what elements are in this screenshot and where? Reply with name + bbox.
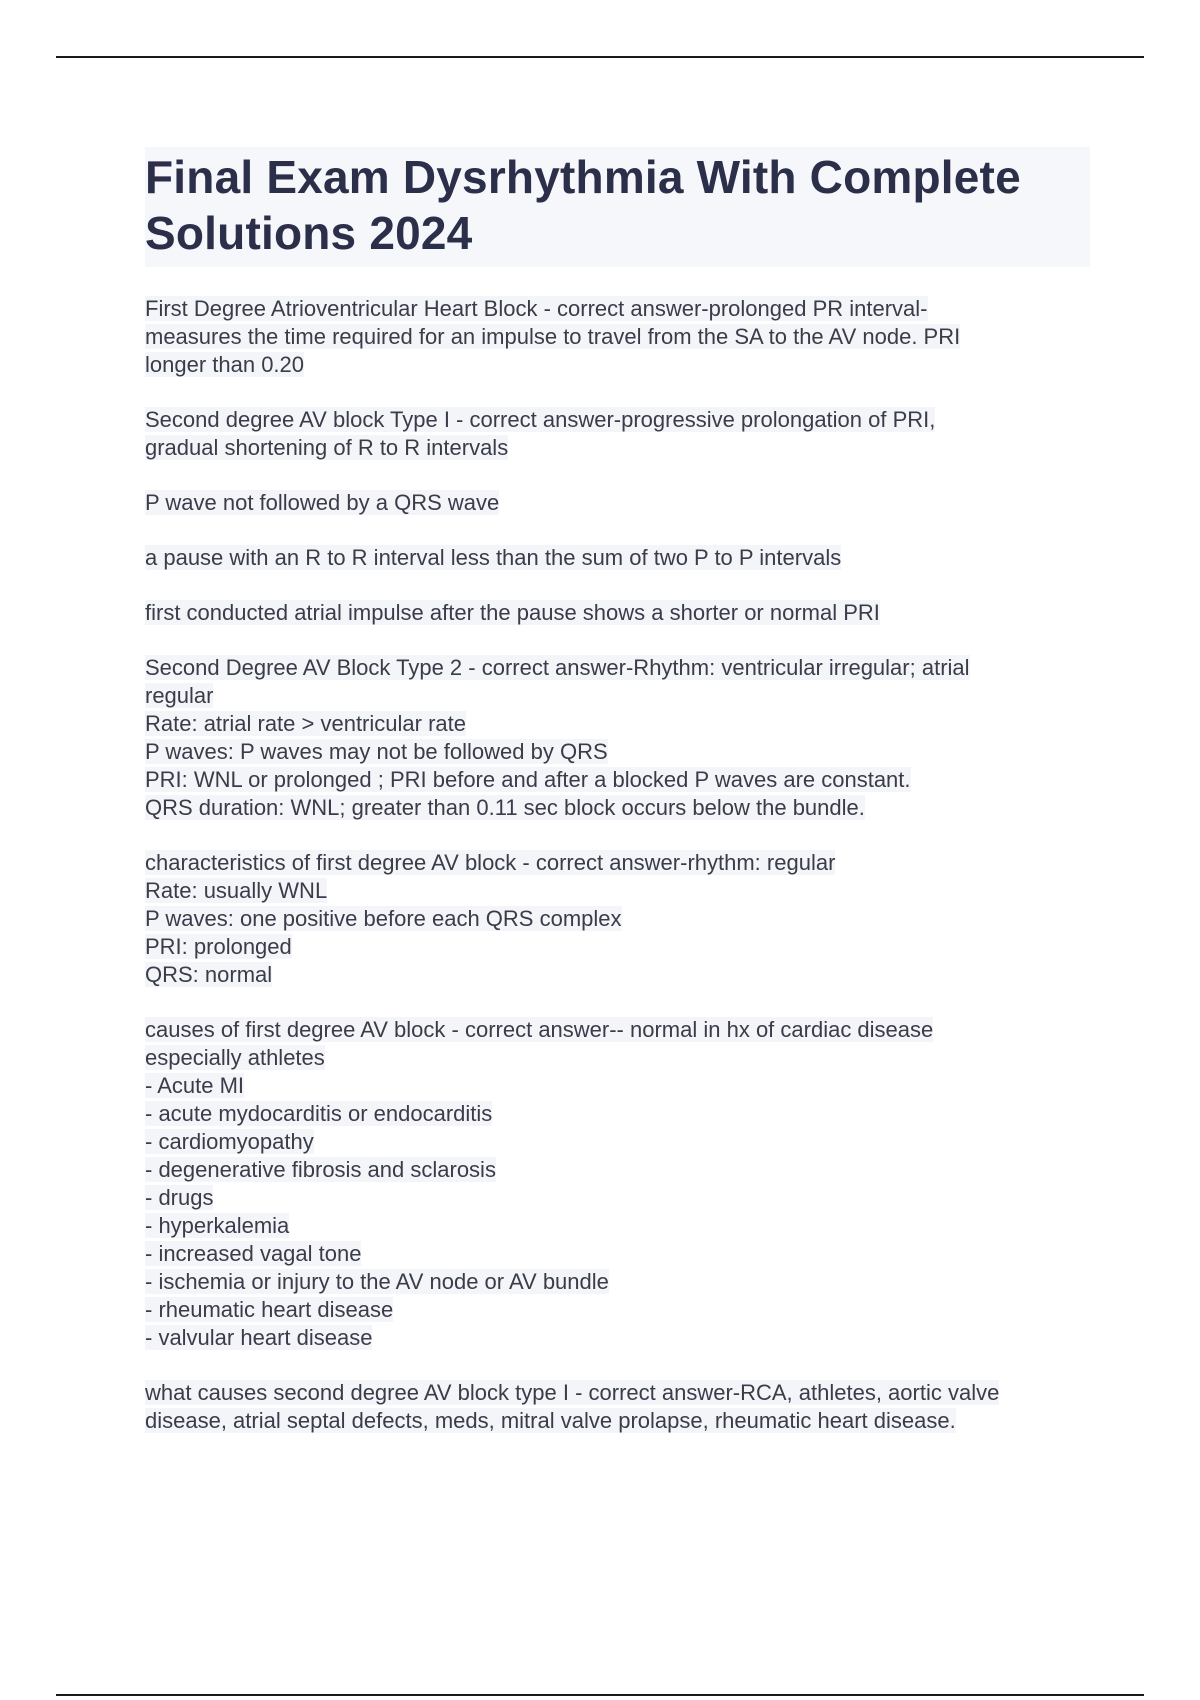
entry-line [145, 351, 1090, 379]
document-body [145, 147, 1090, 1462]
entry-line [145, 1268, 1090, 1296]
entry-line-text: Rate: atrial rate > ventricular rate [145, 711, 466, 736]
entry-line-text: what causes second degree AV block type I - correct answer-RCA, athletes, aortic valve [145, 1380, 1000, 1405]
entry-line-text: gradual shortening of R to R intervals [145, 435, 509, 460]
entry-line [145, 1128, 1090, 1156]
entry-line [145, 599, 1090, 627]
entry-line-text: - degenerative fibrosis and sclarosis [145, 1157, 496, 1182]
entry-line [145, 1240, 1090, 1268]
entry-line [145, 794, 1090, 822]
entry-line [145, 1379, 1090, 1407]
entry-line-text: - ischemia or injury to the AV node or AV bundle [145, 1269, 609, 1294]
entry-line [145, 961, 1090, 989]
entry-line-text: longer than 0.20 [145, 352, 305, 377]
entry-line-text: - cardiomyopathy [145, 1129, 314, 1154]
entry-line [145, 710, 1090, 738]
entry-line [145, 766, 1090, 794]
entry-line [145, 1044, 1090, 1072]
entry-line-text: regular [145, 683, 214, 708]
qa-entry [145, 599, 1090, 627]
qa-entry [145, 849, 1090, 989]
entry-line [145, 1072, 1090, 1100]
entry-line-text: especially athletes [145, 1045, 325, 1070]
entry-line-text: first conducted atrial impulse after the pause shows a shorter or normal PRI [145, 600, 880, 625]
entry-line-text: causes of first degree AV block - correct answer-- normal in hx of cardiac disease [145, 1017, 934, 1042]
entry-line-text: Second degree AV block Type I - correct answer-progressive prolongation of PRI, [145, 407, 936, 432]
entries-list [145, 295, 1090, 1435]
title-line-1: Final Exam Dysrhythmia With Complete [145, 151, 1021, 203]
entry-line [145, 682, 1090, 710]
entry-line-text: - rheumatic heart disease [145, 1297, 394, 1322]
entry-line [145, 933, 1090, 961]
entry-line [145, 1016, 1090, 1044]
entry-line-text: - increased vagal tone [145, 1241, 362, 1266]
qa-entry [145, 489, 1090, 517]
entry-line-text: Rate: usually WNL [145, 878, 328, 903]
entry-line-text: a pause with an R to R interval less than the sum of two P to P intervals [145, 545, 842, 570]
qa-entry [145, 1379, 1090, 1435]
entry-line [145, 1184, 1090, 1212]
title-block [145, 147, 1090, 267]
entry-line [145, 489, 1090, 517]
qa-entry [145, 1016, 1090, 1352]
entry-line-text: characteristics of first degree AV block - correct answer-rhythm: regular [145, 850, 836, 875]
entry-line [145, 905, 1090, 933]
entry-line-text: - Acute MI [145, 1073, 245, 1098]
entry-line-text: - drugs [145, 1185, 214, 1210]
entry-line [145, 1156, 1090, 1184]
entry-line-text: measures the time required for an impulse to travel from the SA to the AV node. PRI [145, 324, 961, 349]
entry-line-text: P waves: P waves may not be followed by QRS [145, 739, 608, 764]
entry-line [145, 849, 1090, 877]
qa-entry [145, 406, 1090, 462]
entry-line [145, 323, 1090, 351]
entry-line-text: QRS: normal [145, 962, 273, 987]
entry-line-text: QRS duration: WNL; greater than 0.11 sec block occurs below the bundle. [145, 795, 865, 820]
entry-line [145, 1100, 1090, 1128]
title-line-2: Solutions 2024 [145, 207, 473, 259]
entry-line-text: - acute mydocarditis or endocarditis [145, 1101, 493, 1126]
entry-line [145, 1212, 1090, 1240]
entry-line [145, 434, 1090, 462]
entry-line-text: First Degree Atrioventricular Heart Block - correct answer-prolonged PR interval- [145, 296, 928, 321]
entry-line-text: PRI: prolonged [145, 934, 292, 959]
entry-line [145, 295, 1090, 323]
qa-entry [145, 654, 1090, 822]
entry-line-text: P waves: one positive before each QRS complex [145, 906, 622, 931]
top-rule [56, 56, 1144, 58]
entry-line [145, 877, 1090, 905]
entry-line-text: P wave not followed by a QRS wave [145, 490, 500, 515]
entry-line [145, 738, 1090, 766]
qa-entry [145, 544, 1090, 572]
entry-line [145, 544, 1090, 572]
page-title [145, 149, 1086, 261]
entry-line [145, 1324, 1090, 1352]
entry-line-text: - hyperkalemia [145, 1213, 290, 1238]
qa-entry [145, 295, 1090, 379]
entry-line [145, 654, 1090, 682]
entry-line-text: Second Degree AV Block Type 2 - correct answer-Rhythm: ventricular irregular; atrial [145, 655, 970, 680]
entry-line [145, 1296, 1090, 1324]
entry-line-text: PRI: WNL or prolonged ; PRI before and after a blocked P waves are constant. [145, 767, 911, 792]
entry-line-text: - valvular heart disease [145, 1325, 373, 1350]
entry-line-text: disease, atrial septal defects, meds, mitral valve prolapse, rheumatic heart disease. [145, 1408, 956, 1433]
entry-line [145, 1407, 1090, 1435]
bottom-rule [56, 1694, 1144, 1696]
entry-line [145, 406, 1090, 434]
